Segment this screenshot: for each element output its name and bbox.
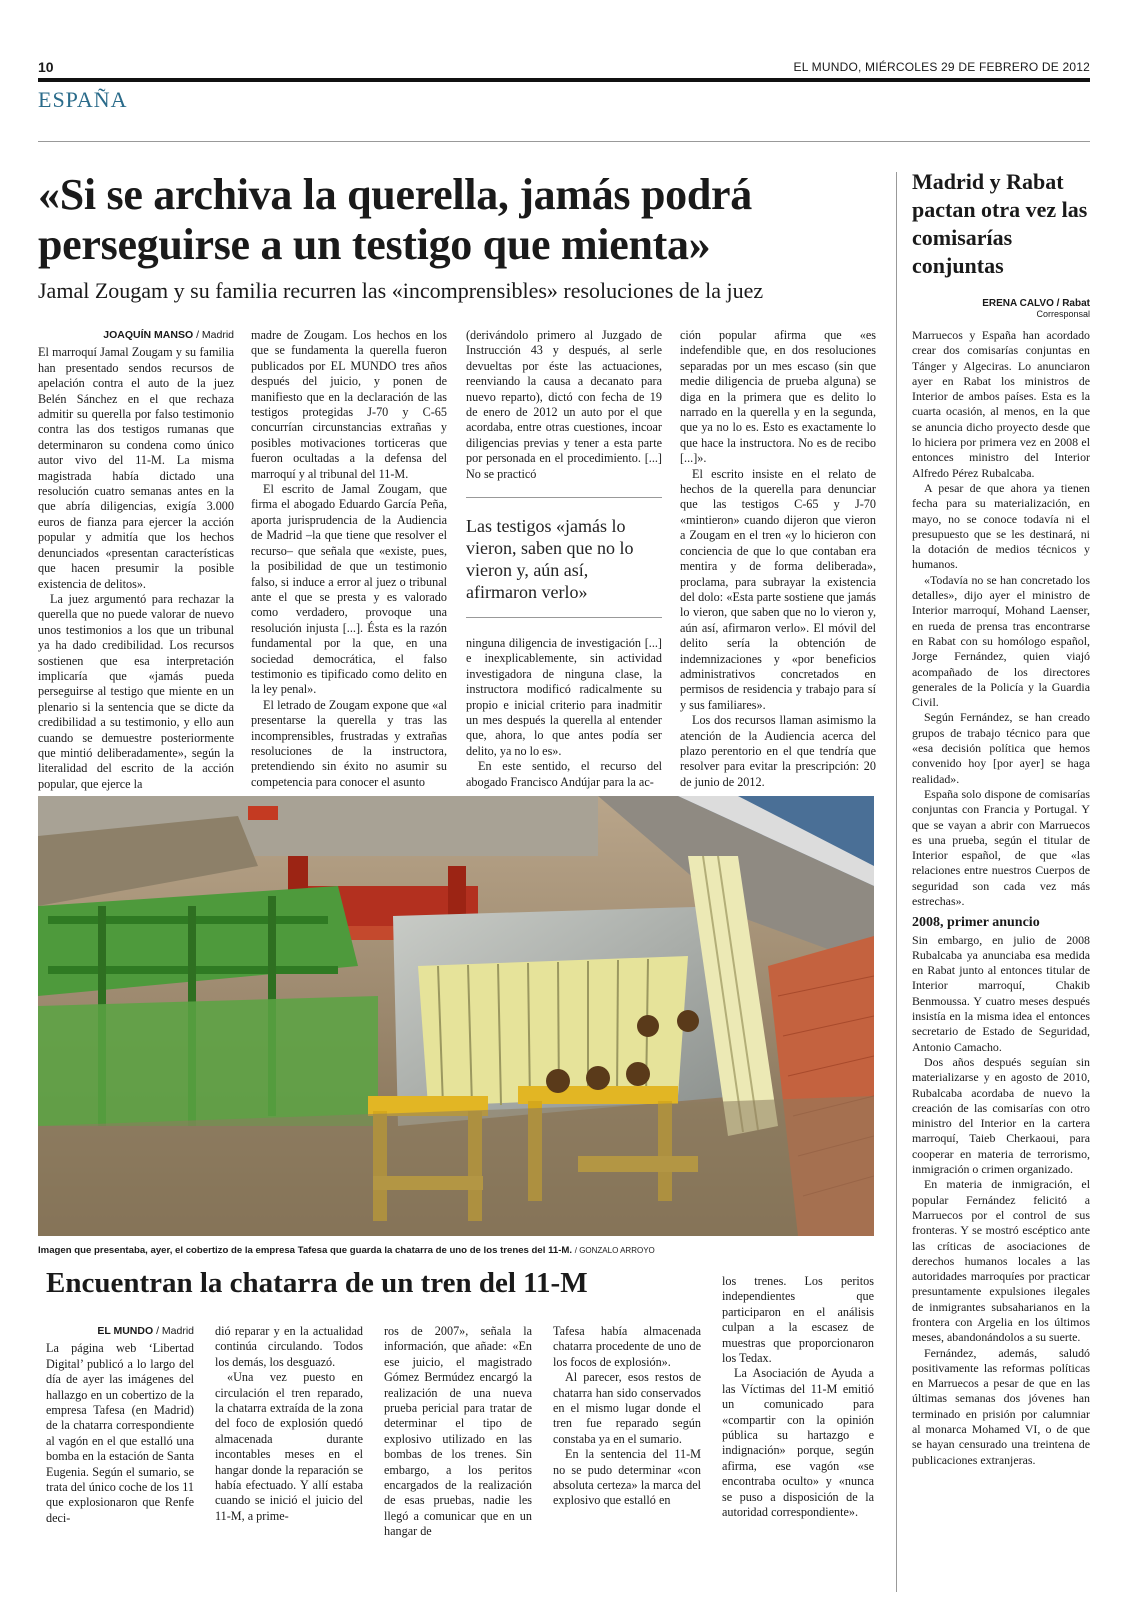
main-column-4 — [680, 328, 876, 790]
paragraph: El letrado de Zougam expone que «al presentarse la querella y tras las incomprensibles, frustradas y extrañas resoluciones de la instructora, pretendiendo sin éxito no asumir su competencia para conocer el asunto — [251, 697, 447, 789]
page-number: 10 — [38, 59, 54, 75]
paragraph: La Asociación de Ayuda a las Víctimas del 11-M emitió un comunicado para «compartir con la opinión pública su hartazgo e indignación» porque, según afirma, ese vagón «se encontraba oculto» y «nunca se puso a disposición de la autoridad correspondiente». — [722, 1366, 874, 1520]
paragraph: La página web ‘Libertad Digital’ publicó a lo largo del día de ayer las imágenes del hallazgo en un cobertizo de la empresa Tafesa (en Madrid) de la chatarra correspondiente al vagón en el que estalló una bomba en la estación de Santa Eugenia. Según el sumario, se trata del único coche de los 11 que explosionaron que Renfe deci- — [46, 1341, 194, 1525]
scrap-yard-photo — [38, 796, 874, 1236]
paragraph: Fernández, además, saludó positivamente las reformas políticas en Marruecos a pesar de que en las últimas semanas dos jóvenes han terminado en prisión por calumniar al monarca Mohamed VI, o de que se hayan censurado una treintena de publicaciones extranjeras. — [912, 1345, 1090, 1467]
top-rule — [38, 78, 1090, 82]
paragraph: Sin embargo, en julio de 2008 Rubalcaba ya anunciaba esa medida en Rabat junto al entonces titular de Interior marroquí, Chakib Benmoussa. Y cuatro meses después insistía en la misma idea el entonces secretario de Estado de Seguridad, Antonio Camacho. — [912, 932, 1090, 1054]
dateline: EL MUNDO, MIÉRCOLES 29 DE FEBRERO DE 2012 — [793, 60, 1090, 74]
paragraph: En materia de inmigración, el popular Fernández felicitó a Marruecos por el control de sus fronteras. Y se mostró escéptico ante las críticas de asociaciones de derechos humanos locales a las autoridades marroquíes por practicar presuntamente expulsiones ilegales de inmigrantes subsaharianos en la frontera con Argelia en los últimos meses, abandonándolos a su suerte. — [912, 1177, 1090, 1345]
paragraph: En este sentido, el recurso del abogado Francisco Andújar para la ac- — [466, 759, 662, 789]
second-column-3 — [384, 1324, 532, 1540]
paragraph: ninguna diligencia de investigación [...] e inexplicablemente, sin actividad investigadora de ninguna clase, la instructora modificó radicalmente su propio e inicial criterio para inadmitir un mes después la querella al entender que, ahora, lo que antes podía ser delito, ya no lo es». — [466, 636, 662, 758]
main-subheadline: Jamal Zougam y su familia recurren las «incomprensibles» resoluciones de la juez — [38, 278, 764, 303]
paragraph: Tafesa había almacenada chatarra procedente de uno de los focos de explosión». — [553, 1324, 701, 1369]
pull-quote-rule-top — [466, 497, 662, 498]
paragraph: Los dos recursos llaman asimismo la atención de la Audiencia acerca del plazo perentorio en el que tendría que resolver para evitar la prescripción: 20 de junio de 2012. — [680, 713, 876, 789]
second-column-5 — [722, 1274, 874, 1521]
second-column-1 — [46, 1324, 194, 1526]
pull-quote: Las testigos «jamás lo vieron, saben que no lo vieron y, aún así, afirmaron verlo» — [466, 516, 634, 602]
paragraph: madre de Zougam. Los hechos en los que se fundamenta la querella fueron publicados por EL MUNDO tres años después del juicio, y ponen de manifiesto que en la declaración de las testigos protegidas J-70 y C-65 concurrían circunstancias extrañas y posibles motivaciones torticeras que fueron ocultadas a la defensa del marroquí y al tribunal del 11-M. — [251, 328, 447, 481]
photo-credit: / GONZALO ARROYO — [574, 1246, 655, 1255]
main-column-3b — [466, 636, 662, 790]
paragraph: El marroquí Jamal Zougam y su familia han presentado sendos recursos de apelación contra el auto de la juez Belén Sánchez en el que rechaza admitir su querella por falso testimonio contra las dos testigos rumanas que determinaron su condena como único autor vivo del 11-M. La misma magistrada había dictado una resolución cuatro semanas antes en la que abría diligencias, exigía 3.000 euros de fianza para ejercer la acción popular y admitía que los hechos denunciados «presentan características que hacen presumir la posible existencia de delitos». — [38, 345, 234, 591]
second-headline: Encuentran la chatarra de un tren del 11-M — [46, 1267, 588, 1299]
sidebar-column — [912, 328, 1090, 1468]
second-column-2 — [215, 1324, 363, 1524]
paragraph: «Todavía no se han concretado los detalles», dijo ayer el ministro de Interior marroquí, Mohand Laenser, en rueda de prensa tras encontrarse en Rabat con su homólogo español, Jorge Fernández, quien viajó acompañado de los directores generales de la Policía y la Guardia Civil. — [912, 572, 1090, 710]
main-column-2 — [251, 328, 447, 790]
sidebar-divider — [896, 172, 897, 1592]
paragraph: ción popular afirma que «es indefendible que, en dos resoluciones separadas por un mes escaso (sin que medie diligencia de prueba alguna) se diga en la primera que es delito lo narrado en la querella y en la segunda, que ya no lo es. Esto es exactamente lo que hace la instructora. No es de recibo [...]». — [680, 328, 876, 466]
paragraph: ros de 2007», señala la información, que añade: «En ese juicio, el magistrado Gómez Bermúdez encargó la realización de una nueva prueba pericial para tratar de determinar el tipo de explosivo utilizado en las bombas de los trenes. Sin embargo, a los peritos encargados de la realización de esas pruebas, nadie les llegó a comunicar que en un hangar de — [384, 1324, 532, 1539]
paragraph: El escrito insiste en el relato de hechos de la querella para denunciar que las testigos C-65 y J-70 «mintieron» cuando dijeron que vieron a Zougam en el tren «y lo hicieron con conciencia de que lo que contaban era mentira y de forma deliberada», proclama, para subrayar la existencia del dolo: «Esta parte sostiene que jamás lo vieron, que saben que no lo vieron y, aún así, afirmaron verlo». El móvil del delito sería la obtención de indemnizaciones y «por beneficios administrativos concretados en permisos de residencia y trabajo para sí y sus familiares». — [680, 466, 876, 712]
paragraph: Dos años después seguían sin materializarse y en agosto de 2010, Rubalcaba acordaba de nuevo la creación de las comisarías con otro ministro del Interior en la cartera marroquí, Taieb Cherkaoui, para cooperar en materia de terrorismo, inmigración o crimen organizado. — [912, 1054, 1090, 1177]
main-byline: JOAQUÍN MANSO / Madrid — [103, 329, 234, 341]
second-column-4 — [553, 1324, 701, 1509]
paragraph: La juez argumentó para rechazar la querella que no puede valorar de nuevo unos testimonios a los que un tribunal ya ha dado credibilidad. Los recursos sostienen que esa interpretación implicaría que «jamás pueda perseguirse al testigo que miente en un plenario si la sentencia que se dicte da credibilidad a su testimonio, y ello aun cuando se demuestre posteriormente que mintió deliberadamente», según la literalidad del escrito de la acción popular, que ejerce la — [38, 591, 234, 791]
paragraph: El escrito de Jamal Zougam, que firma el abogado Eduardo García Peña, aporta jurisprudencia de la Audiencia de Madrid –la que tiene que resolver el recurso– que señala que «existe, pues, la posibilidad de que un testimonio falso, si induce a error al juez o tribunal ante el que se presta y es valorado como verdadero, provoque una resolución injusta [...]. Ésta es la razón fundamental por la que, en una sociedad democrática, el falso testimonio es tipificado como delito en la ley penal». — [251, 482, 447, 697]
paragraph: Marruecos y España han acordado crear dos comisarías conjuntas en Tánger y Algeciras. Lo anunciaron ayer en Rabat los ministros de Interior de ambos países. Esta es la cuarta ocasión, al menos, en la que se anuncia dicho proyecto desde que lo hiciera por primera vez en 2008 el entonces ministro del Interior Alfredo Pérez Rubalcaba. — [912, 328, 1090, 480]
paragraph: España solo dispone de comisarías conjuntas con Francia y Portugal. Y que se vayan a abrir con Marruecos es una prueba, según el titular de Interior español, de que «las relaciones entre nuestros Cuerpos de seguridad son cada vez más estrechas». — [912, 786, 1090, 908]
photo-illustration — [38, 796, 874, 1236]
pull-quote-rule-bottom — [466, 617, 662, 618]
header-rule — [38, 141, 1090, 142]
main-column-1 — [38, 328, 234, 792]
paragraph: Al parecer, esos restos de chatarra han sido conservados en el mismo lugar donde el tren fue reparado según constaba ya en el sumario. — [553, 1370, 701, 1446]
paragraph: «Una vez puesto en circulación el tren reparado, la chatarra extraída de la zona del foco de explosión quedó almacenada durante incontables meses en el hangar donde la reparación se había efectuado. Y allí estaba cuando se inició el juicio del 11-M, a prime- — [215, 1370, 363, 1523]
paragraph: A pesar de que ahora ya tienen fecha para su materialización, en mayo, no se conoce todavía ni el presupuesto que se les destinará, ni la dotación de medios técnicos y humanos. — [912, 480, 1090, 572]
sidebar-byline: ERENA CALVO / Rabat Corresponsal — [982, 298, 1090, 319]
main-column-3a — [466, 328, 662, 482]
paragraph: (derivándolo primero al Juzgado de Instrucción 43 y después, al serle devueltas por éste las actuaciones, reenviando la causa a decanato para nuevo reparto), dictó con fecha de 19 de enero de 2012 un auto por el que acordaba, entre otras cuestiones, incoar diligencias previas y tener a esta parte por personada en el procedimiento. [...] No se practicó — [466, 328, 662, 481]
paragraph: dió reparar y en la actualidad continúa circulando. Todos los demás, los desguazó. — [215, 1324, 363, 1369]
paragraph: Según Fernández, se han creado grupos de trabajo técnico para que «esa decisión política que hemos convenido hoy [por ayer] se haga realidad». — [912, 710, 1090, 786]
paragraph: los trenes. Los peritos independientes que participaron en el análisis culpan a la escasez de muestras que proporcionaron los Tedax. — [722, 1274, 874, 1366]
paragraph: En la sentencia del 11-M no se pudo determinar «con absoluta certeza» la marca del explosivo que estalló en — [553, 1447, 701, 1508]
main-headline: «Si se archiva la querella, jamás podrá perseguirse a un testigo que mienta» — [38, 170, 752, 269]
sidebar-headline: Madrid y Rabat pactan otra vez las comisarías conjuntas — [912, 169, 1088, 278]
second-byline: EL MUNDO / Madrid — [97, 1325, 194, 1337]
section-label: ESPAÑA — [38, 87, 128, 112]
sidebar-subhead: 2008, primer anuncio — [912, 915, 1040, 931]
photo-caption: Imagen que presentaba, ayer, el cobertizo de la empresa Tafesa que guarda la chatarra de uno de los trenes del 11-M. / GONZALO ARROYO — [38, 1245, 655, 1256]
